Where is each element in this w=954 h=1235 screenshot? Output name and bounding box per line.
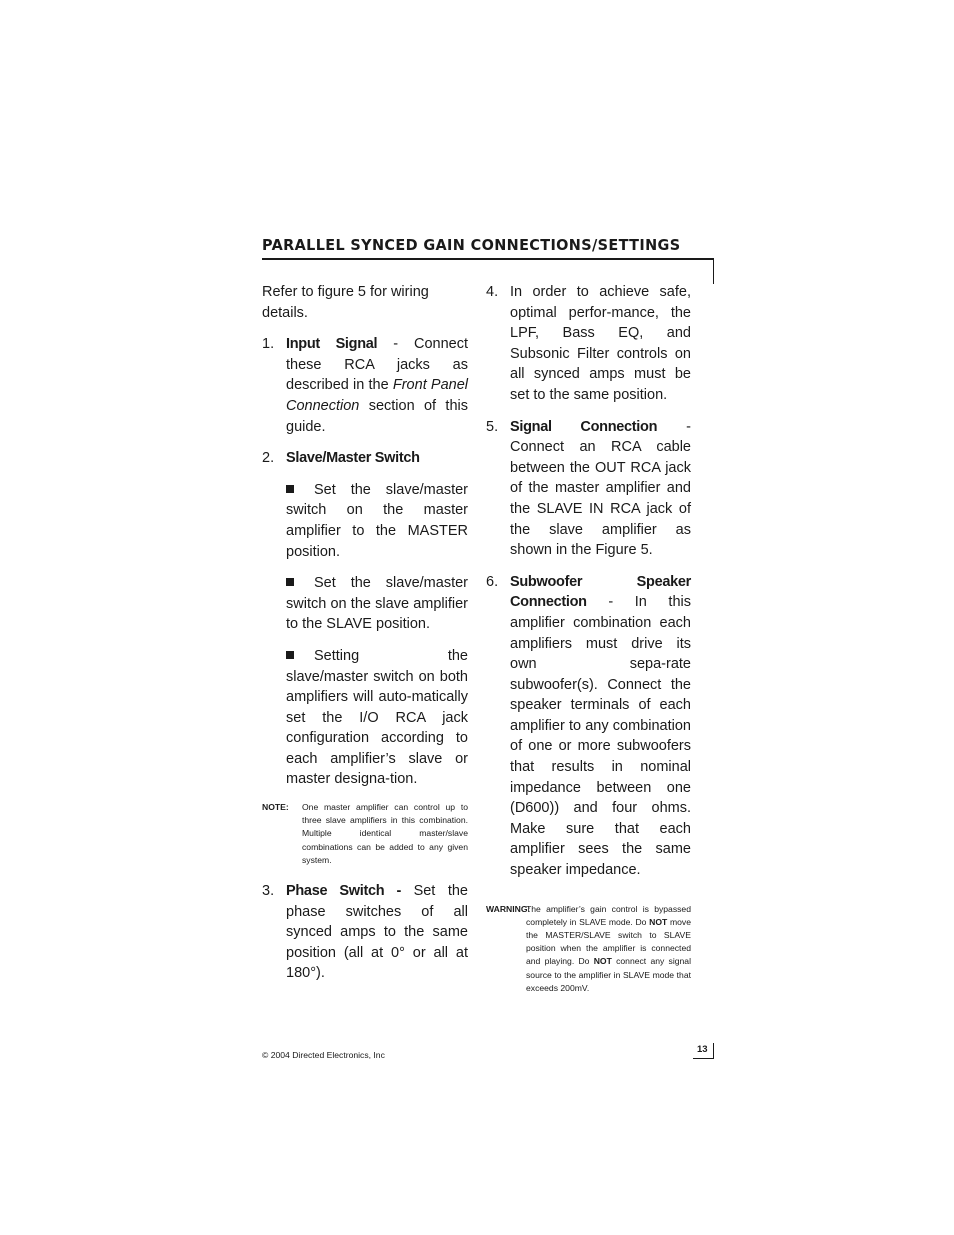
- list-item-phase-switch: [262, 881, 468, 984]
- item-number: 5.: [486, 418, 499, 435]
- item-term: Input Signal: [286, 336, 378, 353]
- list-item-signal-connection: [486, 417, 691, 561]
- square-bullet-icon: [286, 578, 294, 586]
- warning-emphasis: NOT: [649, 916, 668, 927]
- page-number-rule-tick: [713, 1043, 714, 1059]
- list-item-slave-master-switch: [262, 448, 468, 469]
- warning-text-part: connect any signal source to the amplifier in SLAVE mode that exceeds 200mV.: [526, 956, 692, 993]
- page-number-rule: [693, 1058, 714, 1059]
- list-item-subwoofer-connection: [486, 572, 691, 881]
- item-text: - In this amplifier combination each amplifiers must drive its own sepa-rate subwoofer(s). Connect the speaker terminals of each amplifier to any combination of one or more subwoofers that results in nominal impedance between one (D600)) and four ohms. Make sure that each amplifier sees the same speaker impedance.: [510, 594, 691, 879]
- bullet-item: [262, 480, 468, 562]
- warning-block: [486, 903, 691, 995]
- copyright: © 2004 Directed Electronics, Inc: [262, 1050, 385, 1060]
- heading-rule-tick: [713, 258, 714, 284]
- item-text: In order to achieve safe, optimal perfor-mance, the LPF, Bass EQ, and Subsonic Filter controls on all synced amps must be set to the same position.: [510, 284, 691, 403]
- square-bullet-icon: [286, 485, 294, 493]
- item-text: - Connect an RCA cable between the OUT RCA jack of the master amplifier and the SLAVE IN RCA jack of the slave amplifier as shown in the Figure 5.: [510, 418, 691, 559]
- page-number: 13: [697, 1044, 708, 1055]
- bullet-item: [262, 573, 468, 635]
- warning-text-part: move the MASTER/SLAVE switch to SLAVE position when the amplifier is connected and playing. Do: [526, 916, 691, 967]
- bullet-text: Set the slave/master switch on the slave amplifier to the SLAVE position.: [286, 575, 468, 633]
- warning-emphasis: NOT: [593, 956, 612, 967]
- item-text: section of this guide.: [286, 397, 468, 435]
- note-text: One master amplifier can control up to three slave amplifiers in this combination. Multiple identical master/slave combinations can be added to any given system.: [302, 802, 468, 865]
- list-item-synced-controls: [486, 282, 691, 406]
- item-term: Signal Connection: [510, 418, 658, 435]
- bullet-text: Setting the slave/master switch on both amplifiers will auto-matically set the I/O RCA jack configuration according to each amplifier’s slave or master designa-tion.: [286, 647, 468, 788]
- item-emphasis: Front Panel Connection: [286, 377, 468, 414]
- intro-text: Refer to figure 5 for wiring details.: [262, 284, 429, 321]
- note-block: [262, 801, 468, 867]
- item-number: 4.: [486, 284, 499, 300]
- heading-rule: [262, 258, 714, 260]
- list-item-input-signal: [262, 334, 468, 437]
- item-term: Phase Switch -: [286, 883, 402, 900]
- bullet-text: Set the slave/master switch on the master amplifier to the MASTER position.: [286, 481, 468, 560]
- item-term: Subwoofer Speaker Connection: [510, 573, 691, 611]
- note-label: NOTE:: [262, 802, 289, 813]
- item-number: 3.: [262, 883, 275, 900]
- item-text: - Connect these RCA jacks as described in the: [286, 336, 468, 394]
- item-term: Slave/Master Switch: [286, 450, 420, 467]
- item-number: 1.: [262, 336, 275, 353]
- warning-label: WARNING:: [486, 903, 531, 914]
- square-bullet-icon: [286, 651, 294, 659]
- warning-text-part: The amplifier’s gain control is bypassed completely in SLAVE mode. Do: [526, 903, 691, 927]
- warning-text: [526, 903, 691, 995]
- item-number: 6.: [486, 573, 499, 590]
- left-column: [262, 282, 468, 995]
- section-heading: PARALLEL SYNCED GAIN CONNECTIONS/SETTINGS: [262, 236, 681, 254]
- item-text: Set the phase switches of all synced amps to the same position (all at 0° or all at 180°).: [286, 883, 468, 982]
- item-number: 2.: [262, 450, 275, 467]
- bullet-item: [262, 646, 468, 790]
- right-column: [486, 282, 691, 1009]
